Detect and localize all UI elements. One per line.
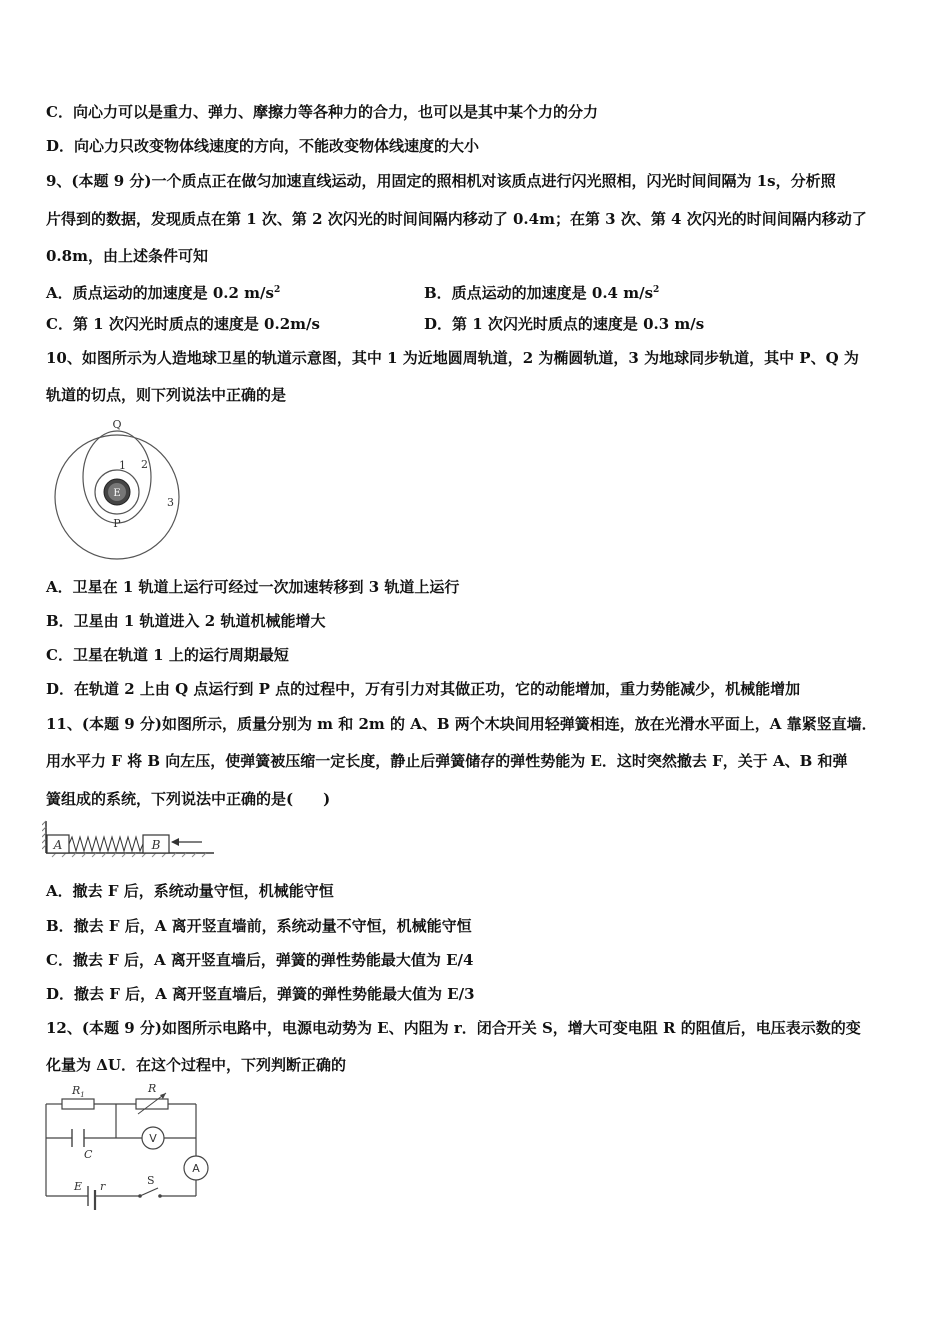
q10-stem-line2: 轨道的切点，则下列说法中正确的是 xyxy=(46,386,287,404)
satellite-orbit-diagram xyxy=(50,415,190,560)
q10-option-d: D．在轨道 2 上由 Q 点运行到 P 点的过程中，万有引力对其做正功，它的动能增加，重力势能减少，机械能增加 xyxy=(46,680,801,698)
label-r-internal: r xyxy=(100,1180,106,1193)
q10-option-a: A．卫星在 1 轨道上运行可经过一次加速转移到 3 轨道上运行 xyxy=(46,578,460,596)
circuit-wires xyxy=(46,1104,196,1196)
block-a-label: A xyxy=(53,838,63,852)
q9-options-row2 xyxy=(46,314,705,334)
label-a: A xyxy=(192,1162,200,1175)
q10-option-c: C．卫星在轨道 1 上的运行周期最短 xyxy=(46,646,289,664)
spring-block-diagram xyxy=(42,815,222,860)
q11-stem-line2: 用水平力 F 将 B 向左压，使弹簧被压缩一定长度，静止后弹簧储存的弹性势能为 E．这时突然撤去 F，关于 A、B 和弹 xyxy=(46,752,848,770)
label-orbit-1: 1 xyxy=(119,459,126,472)
q11-option-c: C．撤去 F 后，A 离开竖直墙后，弹簧的弹性势能最大值为 E/4 xyxy=(46,951,474,969)
label-q: Q xyxy=(112,418,122,431)
q8-option-d: D．向心力只改变物体线速度的方向，不能改变物体线速度的大小 xyxy=(46,137,480,155)
label-p: P xyxy=(113,517,121,530)
q11-stem-line1: 11、(本题 9 分)如图所示，质量分别为 m 和 2m 的 A、B 两个木块间用轻弹簧相连，放在光滑水平面上，A 靠紧竖直墙． xyxy=(46,715,877,733)
spring xyxy=(69,837,143,851)
variable-arrowhead-icon xyxy=(160,1093,166,1099)
q10-stem-line1: 10、如图所示为人造地球卫星的轨道示意图，其中 1 为近地圆周轨道，2 为椭圆轨道，3 为地球同步轨道，其中 P、Q 为 xyxy=(46,349,859,367)
q9-option-b: B．质点运动的加速度是 0.4 $m/s^2$ xyxy=(424,284,660,302)
label-v: V xyxy=(149,1132,157,1145)
q9-stem-line1: 9、(本题 9 分)一个质点正在做匀加速直线运动，用固定的照相机对该质点进行闪光照相，闪光时间间隔为 1s，分析照 xyxy=(46,172,836,190)
q9-option-d: D．第 1 次闪光时质点的速度是 0.3 m/s xyxy=(424,315,705,333)
q10-option-b: B．卫星由 1 轨道进入 2 轨道机械能增大 xyxy=(46,612,326,630)
label-c: C xyxy=(84,1148,93,1161)
block-b-label: B xyxy=(151,838,161,852)
label-orbit-2: 2 xyxy=(141,458,148,471)
switch-contact xyxy=(158,1194,162,1198)
q9-option-a: A．质点运动的加速度是 0.2 $m/s^2$ xyxy=(46,284,281,302)
q9-stem-line2: 片得到的数据，发现质点在第 1 次、第 2 次闪光的时间间隔内移动了 0.4m；在第 3 次、第 4 次闪光的时间间隔内移动了 xyxy=(46,210,867,228)
circuit-diagram xyxy=(38,1080,218,1215)
q9-option-c: C．第 1 次闪光时质点的速度是 0.2m/s xyxy=(46,315,320,333)
label-s: S xyxy=(147,1174,155,1187)
resistor-r1 xyxy=(62,1099,94,1109)
label-r: R xyxy=(148,1082,157,1095)
q11-option-b: B．撤去 F 后，A 离开竖直墙前，系统动量不守恒，机械能守恒 xyxy=(46,917,472,935)
q9-options-row1 xyxy=(46,280,660,303)
label-e: E xyxy=(113,488,121,499)
q11-stem-line3: 簧组成的系统，下列说法中正确的是( ) xyxy=(46,790,331,808)
q11-option-a: A．撤去 F 后，系统动量守恒，机械能守恒 xyxy=(46,882,334,900)
q11-option-d: D．撤去 F 后，A 离开竖直墙后，弹簧的弹性势能最大值为 E/3 xyxy=(46,985,475,1003)
force-arrowhead-icon xyxy=(171,838,179,846)
label-r1: $R_1$ xyxy=(72,1084,85,1099)
q9-stem-line3: 0.8m，由上述条件可知 xyxy=(46,247,208,265)
label-orbit-3: 3 xyxy=(167,496,174,509)
label-e: E xyxy=(74,1180,83,1193)
q8-option-c: C．向心力可以是重力、弹力、摩擦力等各种力的合力，也可以是其中某个力的分力 xyxy=(46,103,598,121)
q12-stem-line1: 12、(本题 9 分)如图所示电路中，电源电动势为 E、内阻为 r．闭合开关 S，增大可变电阻 R 的阻值后，电压表示数的变 xyxy=(46,1019,861,1037)
orbit-2 xyxy=(83,431,151,523)
q12-stem-line2: 化量为 ΔU．在这个过程中，下列判断正确的 xyxy=(46,1056,346,1074)
switch-blade xyxy=(140,1188,158,1196)
